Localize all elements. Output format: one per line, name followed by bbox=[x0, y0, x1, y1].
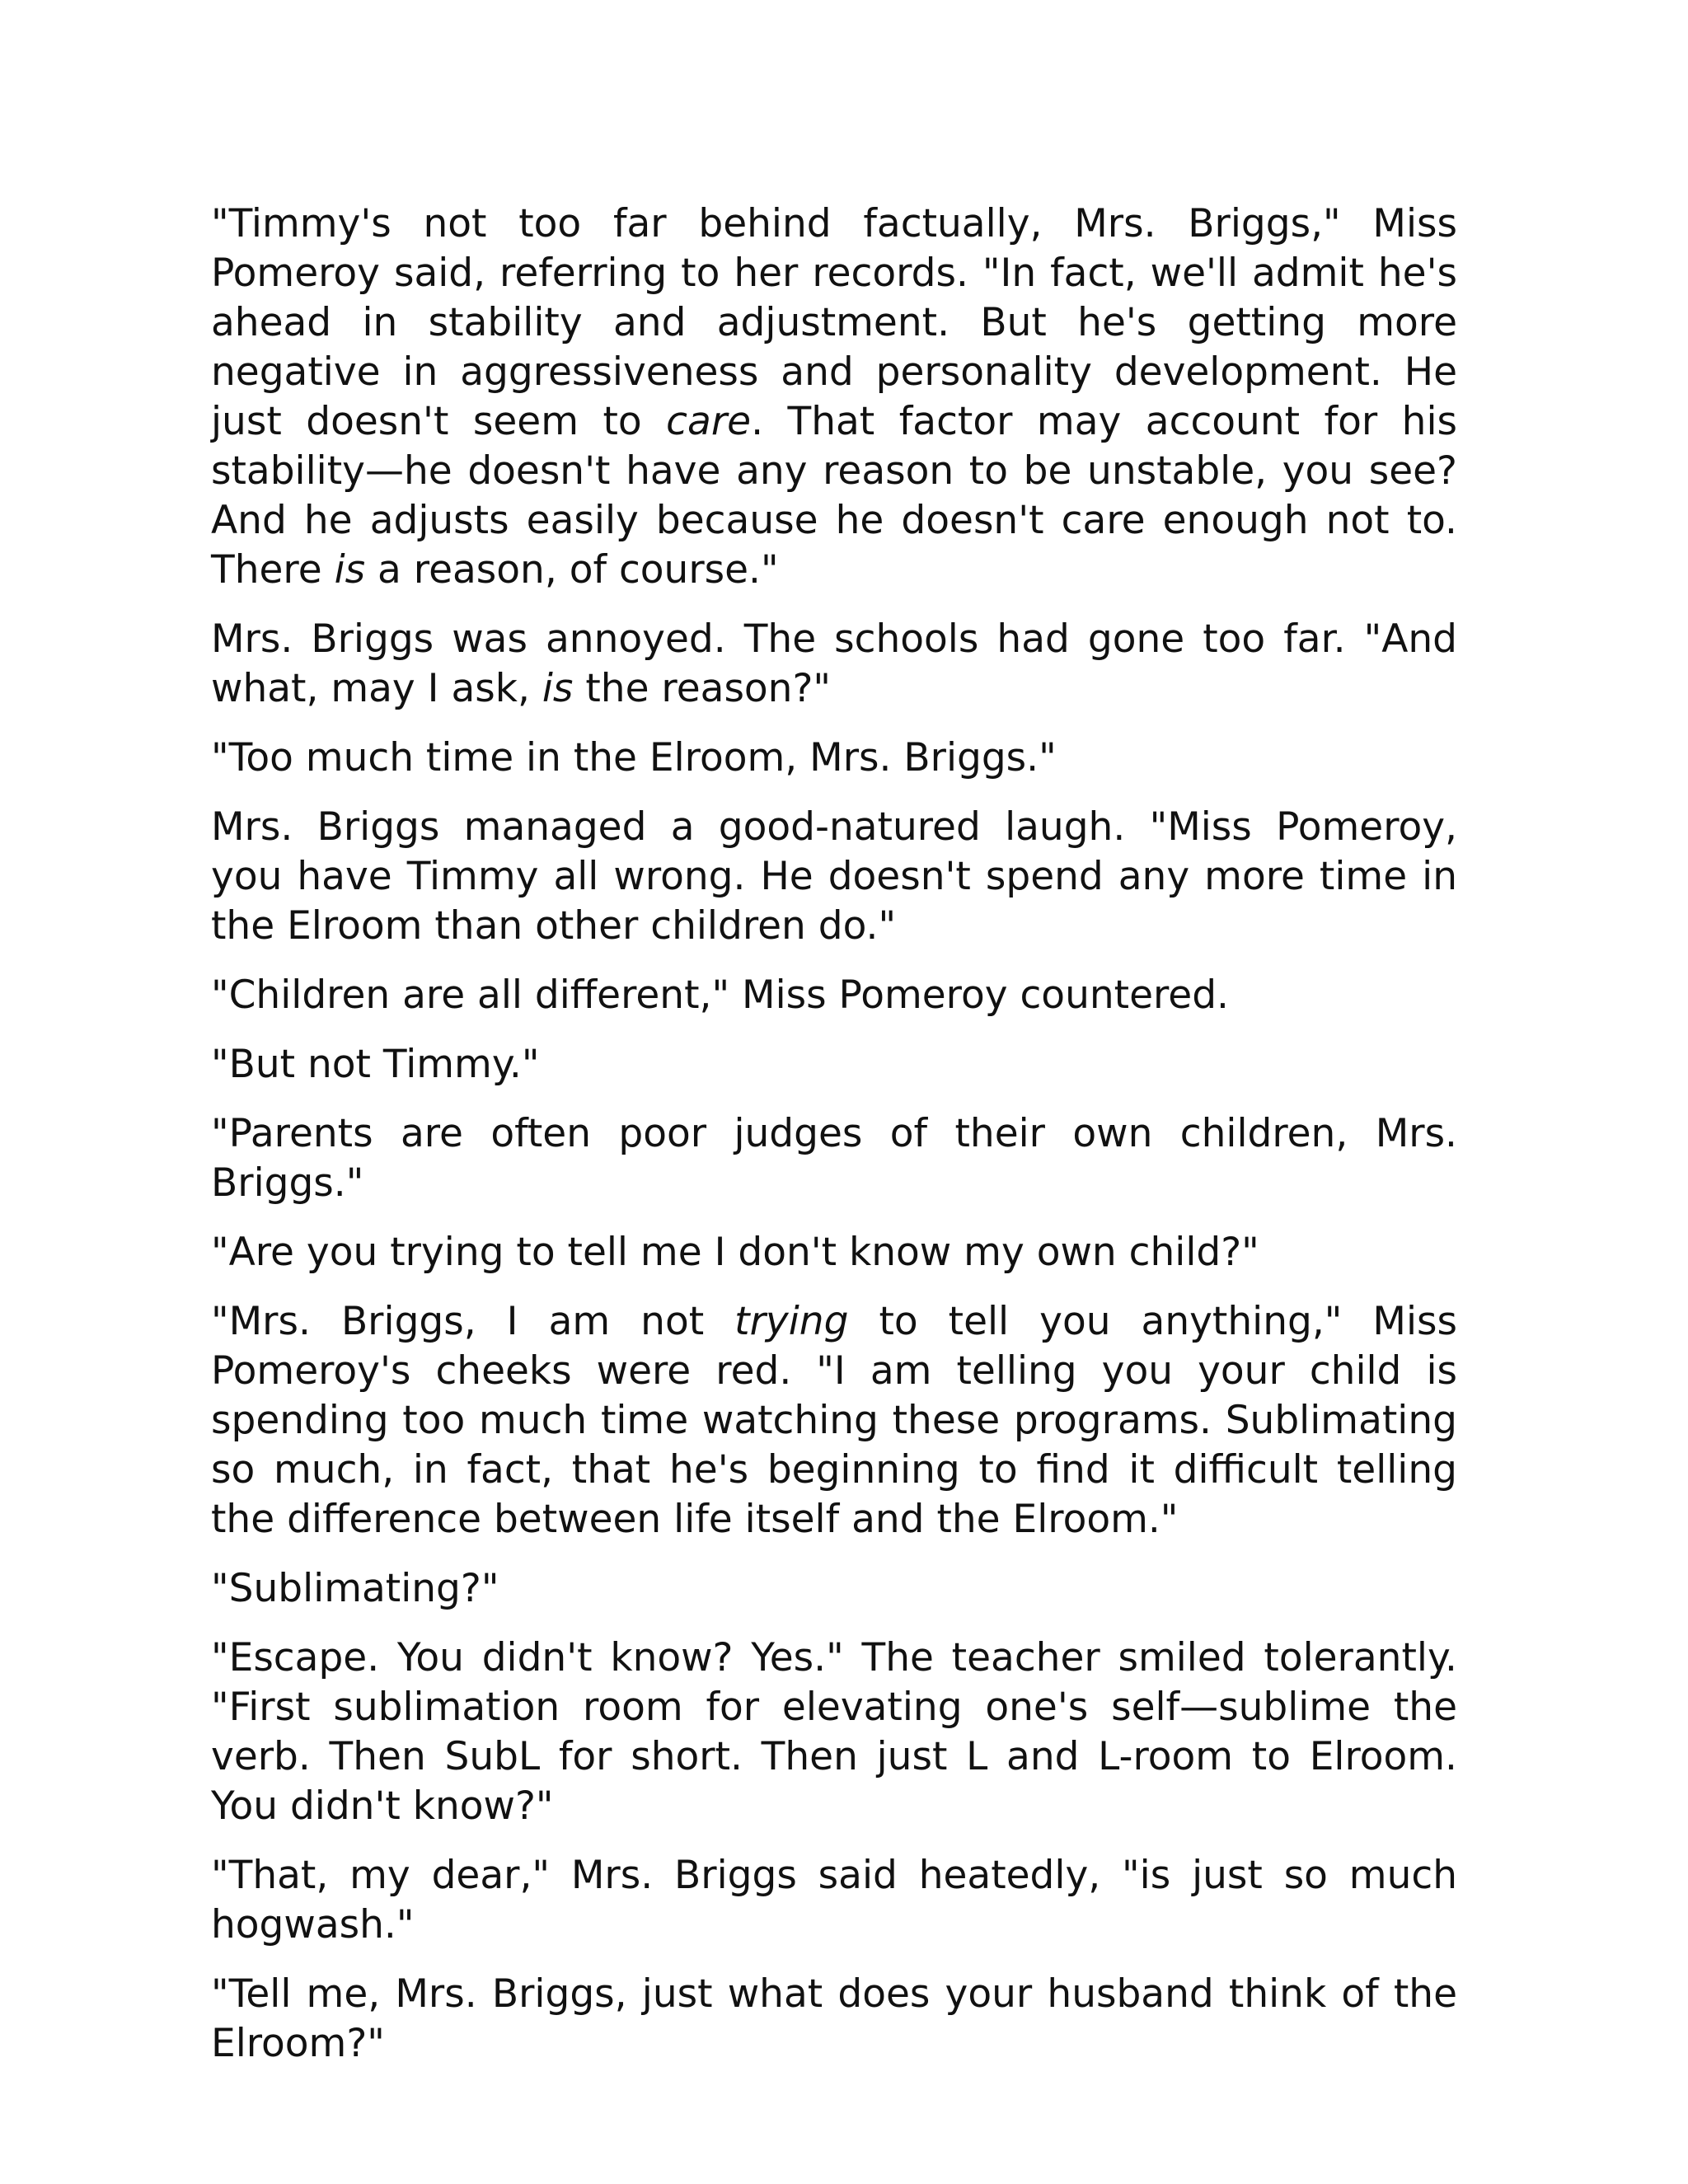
paragraph bbox=[211, 1040, 1457, 1090]
paragraph bbox=[211, 1228, 1457, 1277]
text-segment: Mrs. Briggs was annoyed. The schools had gone too far. "And what, may I ask, bbox=[211, 616, 1457, 711]
paragraph-container bbox=[211, 199, 1457, 2069]
paragraph bbox=[211, 803, 1457, 951]
text-segment: "But not Timmy." bbox=[211, 1042, 540, 1087]
text-segment: Mrs. Briggs managed a good-natured laugh. "Miss Pomeroy, you have Timmy all wrong. He doesn't spend any more time in the Elroom than other children do." bbox=[211, 804, 1457, 949]
paragraph bbox=[211, 1109, 1457, 1208]
paragraph bbox=[211, 971, 1457, 1020]
text-segment: "Are you trying to tell me I don't know my own child?" bbox=[211, 1230, 1259, 1275]
paragraph bbox=[211, 1851, 1457, 1950]
text-segment: "Too much time in the Elroom, Mrs. Briggs." bbox=[211, 735, 1057, 780]
document-page bbox=[211, 199, 1457, 2088]
text-segment: a reason, of course." bbox=[365, 547, 779, 593]
text-segment: "Escape. You didn't know? Yes." The teacher smiled tolerantly. "First sublimation room for elevating one's self—sublime the verb. Then SubL for short. Then just L and L-room to Elroom. You didn't know?" bbox=[211, 1635, 1457, 1829]
paragraph bbox=[211, 1297, 1457, 1544]
text-segment: the reason?" bbox=[573, 666, 832, 711]
text-segment: "Mrs. Briggs, I am not bbox=[211, 1299, 735, 1344]
italic-text: is bbox=[334, 547, 366, 593]
text-segment: . That factor may account for his stability—he doesn't have any reason to be unstable, you see? And he adjusts easily because he doesn't care enough not to. There bbox=[211, 399, 1458, 593]
italic-text: is bbox=[542, 666, 574, 711]
text-segment: "That, my dear," Mrs. Briggs said heatedly, "is just so much hogwash." bbox=[211, 1853, 1457, 1947]
text-segment: "Parents are often poor judges of their own children, Mrs. Briggs." bbox=[211, 1111, 1457, 1206]
text-segment: "Timmy's not too far behind factually, Mrs. Briggs," Miss Pomeroy said, referring to her records. "In fact, we'll admit he's ahead in stability and adjustment. But he's getting more negative in aggressiveness and personality development. He just doesn't seem to bbox=[211, 201, 1457, 444]
text-segment: "Children are all different," Miss Pomeroy countered. bbox=[211, 972, 1229, 1018]
italic-text: care bbox=[666, 399, 752, 444]
paragraph bbox=[211, 1564, 1457, 1614]
paragraph bbox=[211, 733, 1457, 783]
text-segment: "Tell me, Mrs. Briggs, just what does your husband think of the Elroom?" bbox=[211, 1971, 1457, 2066]
paragraph bbox=[211, 1633, 1457, 1831]
italic-text: trying bbox=[734, 1299, 849, 1344]
paragraph bbox=[211, 199, 1457, 595]
paragraph bbox=[211, 615, 1457, 714]
text-segment: "Sublimating?" bbox=[211, 1566, 499, 1611]
paragraph bbox=[211, 1970, 1457, 2069]
text-segment: to tell you anything," Miss Pomeroy's cheeks were red. "I am telling you your child is spending too much time watching these programs. Sublimating so much, in fact, that he's beginning to find it difficult telling the difference between life itself and the Elroom." bbox=[211, 1299, 1457, 1542]
